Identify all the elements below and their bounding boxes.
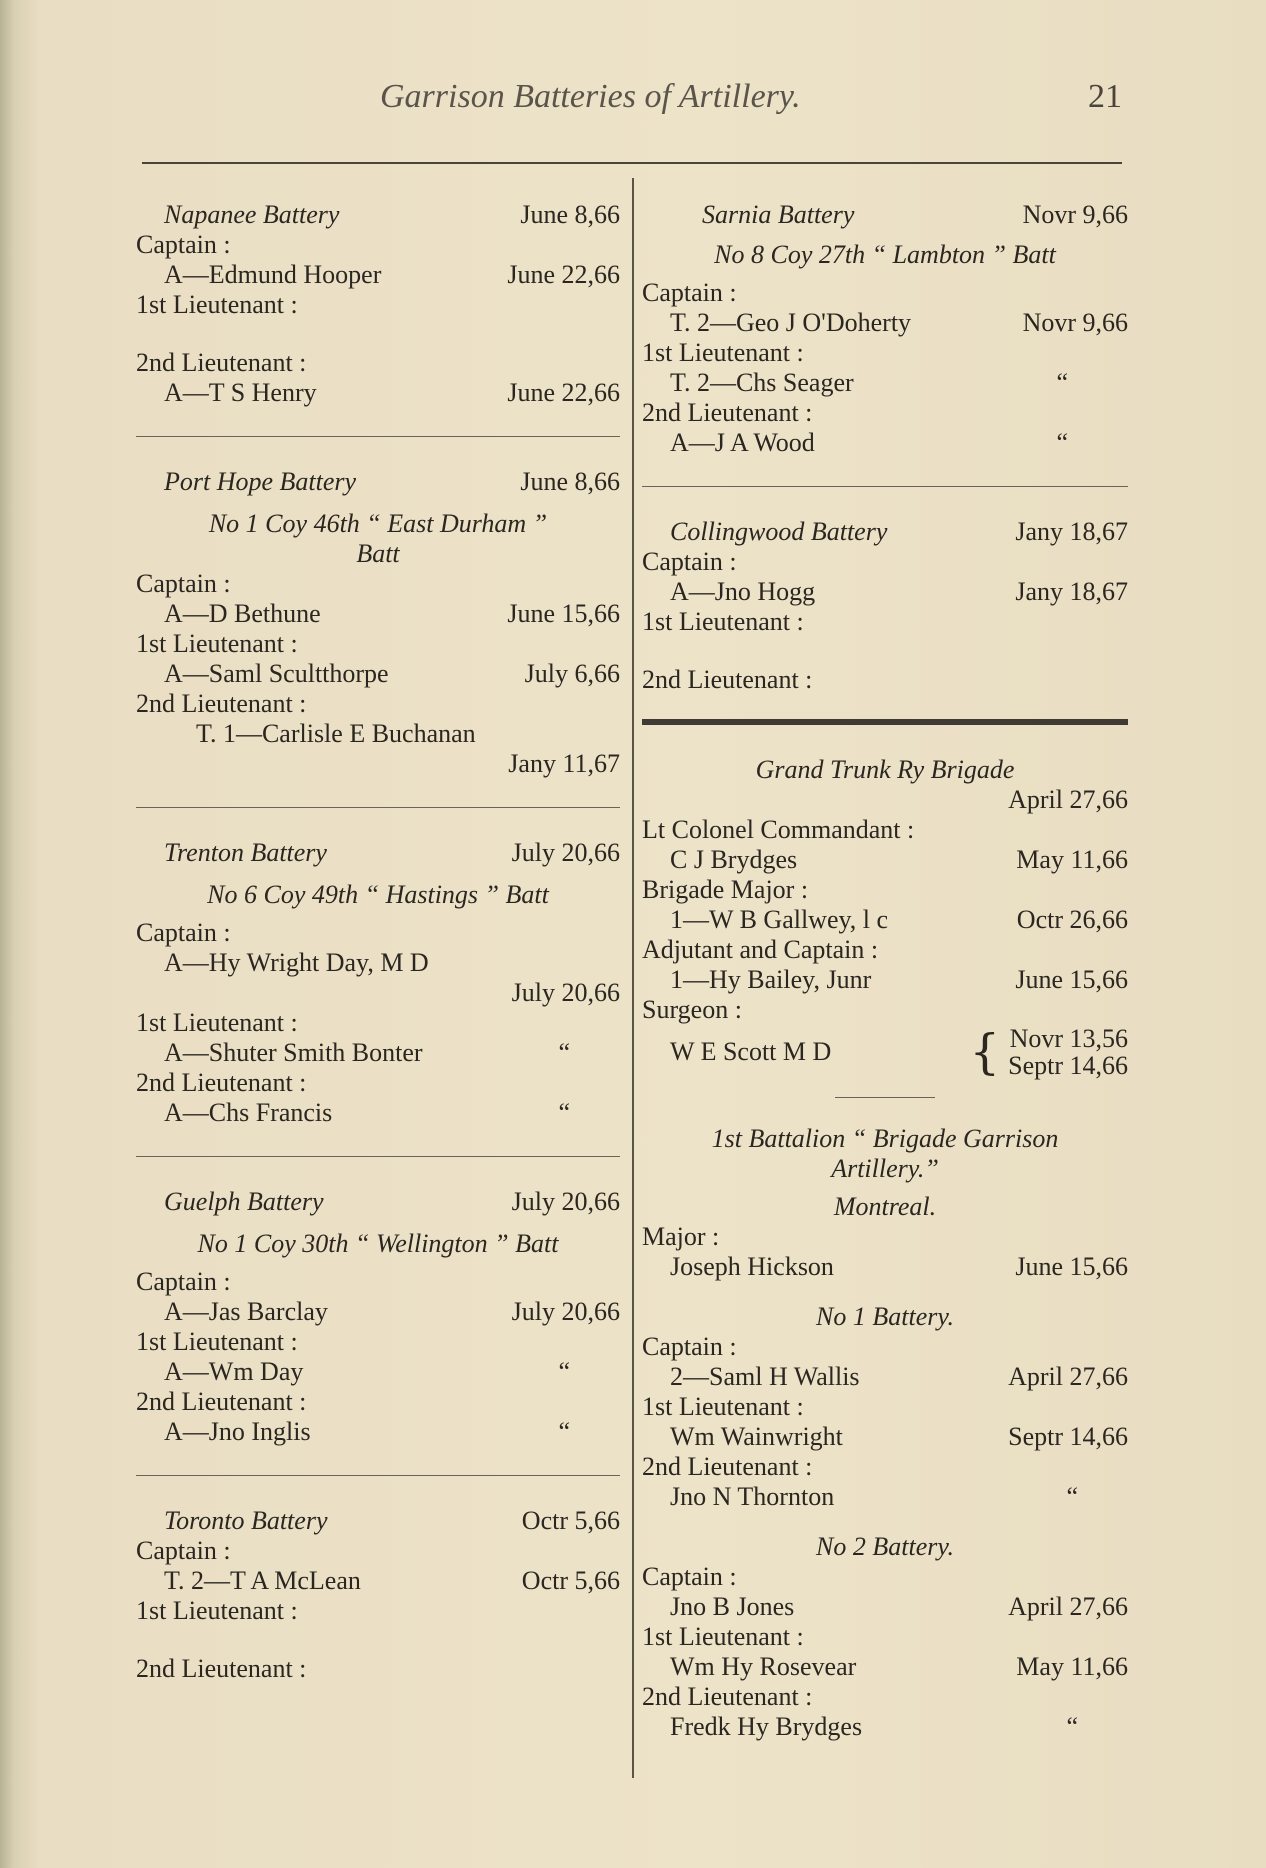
column-divider xyxy=(632,178,634,1778)
rank-label: 2nd Lieutenant : xyxy=(136,1068,307,1097)
ditto-mark: “ xyxy=(558,1357,570,1386)
entry-title: Collingwood Battery xyxy=(670,517,888,546)
no-2-battery xyxy=(642,1532,1128,1742)
ditto-mark: “ xyxy=(1056,428,1068,457)
rank-label: 1st Lieutenant : xyxy=(136,629,298,658)
rank-label: Brigade Major : xyxy=(642,875,809,904)
officer-name: A—Shuter Smith Bonter xyxy=(164,1038,423,1067)
commission-date: Septr 14,66 xyxy=(1008,1422,1128,1451)
officer-name: T. 2—Geo J O'Doherty xyxy=(670,308,912,337)
rank-label: Surgeon : xyxy=(642,995,742,1024)
officer-name: A—Saml Scultthorpe xyxy=(164,659,389,688)
port-hope-battery xyxy=(136,467,620,779)
sarnia-battery xyxy=(642,200,1128,458)
commission-date: Novr 9,66 xyxy=(1022,308,1128,337)
section-divider xyxy=(136,1156,620,1157)
rank-label: Captain : xyxy=(642,278,737,307)
commission-date: May 11,66 xyxy=(1016,1652,1128,1681)
entry-title: Guelph Battery xyxy=(164,1187,324,1216)
entry-date: July 20,66 xyxy=(511,1187,620,1216)
entry-date: Octr 5,66 xyxy=(521,1506,620,1535)
entry-location: Montreal. xyxy=(833,1192,937,1221)
rank-label: Captain : xyxy=(642,1562,737,1591)
officer-name: T. 1—Carlisle E Buchanan xyxy=(196,719,476,748)
officer-name: A—Jno Inglis xyxy=(164,1417,311,1446)
commission-date: June 15,66 xyxy=(507,599,620,628)
rank-label: 2nd Lieutenant : xyxy=(642,665,813,694)
officer-name: A—J A Wood xyxy=(670,428,815,457)
commission-date: June 15,66 xyxy=(1015,965,1128,994)
section-divider xyxy=(136,1475,620,1476)
section-divider xyxy=(136,807,620,808)
section-divider-short xyxy=(835,1097,935,1098)
entry-date: July 20,66 xyxy=(511,838,620,867)
commission-date: Octr 5,66 xyxy=(521,1566,620,1595)
commission-date: Septr 14,66 xyxy=(1008,1051,1128,1080)
rank-label: Lt Colonel Commandant : xyxy=(642,815,915,844)
entry-title: Port Hope Battery xyxy=(164,467,357,496)
commission-date: April 27,66 xyxy=(1008,1362,1128,1391)
rank-label: Adjutant and Captain : xyxy=(642,935,879,964)
officer-name: A—Hy Wright Day, M D xyxy=(164,948,429,977)
page-number: 21 xyxy=(1088,78,1122,115)
officer-name: Joseph Hickson xyxy=(670,1252,834,1281)
rank-label: 2nd Lieutenant : xyxy=(136,1654,307,1683)
entry-title: No 2 Battery. xyxy=(816,1532,954,1561)
rank-label: Captain : xyxy=(136,918,231,947)
first-battalion xyxy=(642,1124,1128,1282)
header-rule xyxy=(142,162,1122,164)
collingwood-battery xyxy=(642,517,1128,695)
entry-title: Napanee Battery xyxy=(164,200,340,229)
rank-label: 1st Lieutenant : xyxy=(642,338,804,367)
commission-date: June 15,66 xyxy=(1015,1252,1128,1281)
entry-date: Novr 9,66 xyxy=(1022,200,1128,229)
entry-date: June 8,66 xyxy=(520,467,620,496)
rank-label: Captain : xyxy=(136,569,231,598)
commission-date: June 22,66 xyxy=(507,260,620,289)
no-1-battery xyxy=(642,1302,1128,1512)
rank-label: 1st Lieutenant : xyxy=(136,1008,298,1037)
brace-glyph: { xyxy=(969,1024,1000,1080)
entry-subtitle: No 1 Coy 46th “ East Durham ” xyxy=(208,509,548,538)
ditto-mark: “ xyxy=(1066,1482,1078,1511)
entry-title: Sarnia Battery xyxy=(702,200,855,229)
ditto-mark: “ xyxy=(1056,368,1068,397)
surgeon-dates xyxy=(1008,1025,1128,1079)
rank-label: 1st Lieutenant : xyxy=(136,1327,298,1356)
officer-name: Wm Wainwright xyxy=(670,1422,843,1451)
officer-name: Fredk Hy Brydges xyxy=(670,1712,863,1741)
rank-label: Captain : xyxy=(136,1536,231,1565)
ditto-mark: “ xyxy=(558,1098,570,1127)
entry-title: No 1 Battery. xyxy=(816,1302,954,1331)
officer-name: A—D Bethune xyxy=(164,599,321,628)
right-column xyxy=(642,200,1128,1742)
toronto-battery xyxy=(136,1506,620,1684)
officer-name: C J Brydges xyxy=(670,845,798,874)
entry-title: Trenton Battery xyxy=(164,838,327,867)
entry-date: Jany 18,67 xyxy=(1015,517,1128,546)
ditto-mark: “ xyxy=(558,1038,570,1067)
commission-date: Novr 13,56 xyxy=(1009,1024,1128,1053)
rank-label: 2nd Lieutenant : xyxy=(136,348,307,377)
rank-label: 1st Lieutenant : xyxy=(136,1596,298,1625)
officer-name: A—T S Henry xyxy=(164,378,317,407)
rank-label: 2nd Lieutenant : xyxy=(136,1387,307,1416)
entry-subtitle: No 8 Coy 27th “ Lambton ” Batt xyxy=(714,240,1056,269)
rank-label: Major : xyxy=(642,1222,720,1251)
commission-date: July 20,66 xyxy=(511,978,620,1007)
grand-trunk-brigade xyxy=(642,755,1128,1079)
commission-date: July 20,66 xyxy=(511,1297,620,1326)
entry-date: April 27,66 xyxy=(1008,785,1128,814)
entry-subtitle: Batt xyxy=(356,539,400,568)
rank-label: 2nd Lieutenant : xyxy=(642,398,813,427)
entry-title: Grand Trunk Ry Brigade xyxy=(755,755,1015,784)
rank-label: 2nd Lieutenant : xyxy=(642,1682,813,1711)
rank-label: 1st Lieutenant : xyxy=(642,1622,804,1651)
officer-name: 1—Hy Bailey, Junr xyxy=(670,965,872,994)
officer-name: T. 2—T A McLean xyxy=(164,1566,361,1595)
surgeon-row xyxy=(642,1025,1128,1079)
commission-date: Jany 11,67 xyxy=(508,749,620,778)
officer-name: Jno N Thornton xyxy=(670,1482,835,1511)
ditto-mark: “ xyxy=(1066,1712,1078,1741)
rank-label: Captain : xyxy=(136,1267,231,1296)
page-header xyxy=(0,78,1266,128)
commission-date: May 11,66 xyxy=(1016,845,1128,874)
rank-label: Captain : xyxy=(642,547,737,576)
rank-label: Captain : xyxy=(642,1332,737,1361)
rank-label: 2nd Lieutenant : xyxy=(642,1452,813,1481)
entry-title: Toronto Battery xyxy=(164,1506,328,1535)
officer-name: 2—Saml H Wallis xyxy=(670,1362,860,1391)
entry-subtitle: No 6 Coy 49th “ Hastings ” Batt xyxy=(207,880,549,909)
officer-name: W E Scott M D xyxy=(670,1037,832,1066)
section-divider xyxy=(136,436,620,437)
napanee-battery xyxy=(136,200,620,408)
commission-date: June 22,66 xyxy=(507,378,620,407)
officer-name: Jno B Jones xyxy=(670,1592,795,1621)
rank-label: 1st Lieutenant : xyxy=(136,290,298,319)
officer-name: A—Wm Day xyxy=(164,1357,304,1386)
left-column xyxy=(136,200,620,1684)
commission-date: April 27,66 xyxy=(1008,1592,1128,1621)
officer-name: A—Chs Francis xyxy=(164,1098,333,1127)
rank-label: 1st Lieutenant : xyxy=(642,607,804,636)
rank-label: 1st Lieutenant : xyxy=(642,1392,804,1421)
officer-name: A—Jas Barclay xyxy=(164,1297,328,1326)
trenton-battery xyxy=(136,838,620,1128)
officer-name: T. 2—Chs Seager xyxy=(670,368,854,397)
entry-title: Artillery.” xyxy=(831,1154,939,1183)
entry-date: June 8,66 xyxy=(520,200,620,229)
commission-date: Octr 26,66 xyxy=(1016,905,1128,934)
rank-label: Captain : xyxy=(136,230,231,259)
entry-subtitle: No 1 Coy 30th “ Wellington ” Batt xyxy=(197,1229,559,1258)
officer-name: A—Edmund Hooper xyxy=(164,260,382,289)
rank-label: 2nd Lieutenant : xyxy=(136,689,307,718)
section-divider-thick xyxy=(642,719,1128,725)
ditto-mark: “ xyxy=(558,1417,570,1446)
entry-title: 1st Battalion “ Brigade Garrison xyxy=(711,1124,1059,1153)
officer-name: 1—W B Gallwey, l c xyxy=(670,905,889,934)
officer-name: Wm Hy Rosevear xyxy=(670,1652,857,1681)
section-divider xyxy=(642,486,1128,487)
commission-date: July 6,66 xyxy=(524,659,620,688)
running-head: Garrison Batteries of Artillery. xyxy=(380,78,801,115)
commission-date: Jany 18,67 xyxy=(1015,577,1128,606)
officer-name: A—Jno Hogg xyxy=(670,577,816,606)
guelph-battery xyxy=(136,1187,620,1447)
